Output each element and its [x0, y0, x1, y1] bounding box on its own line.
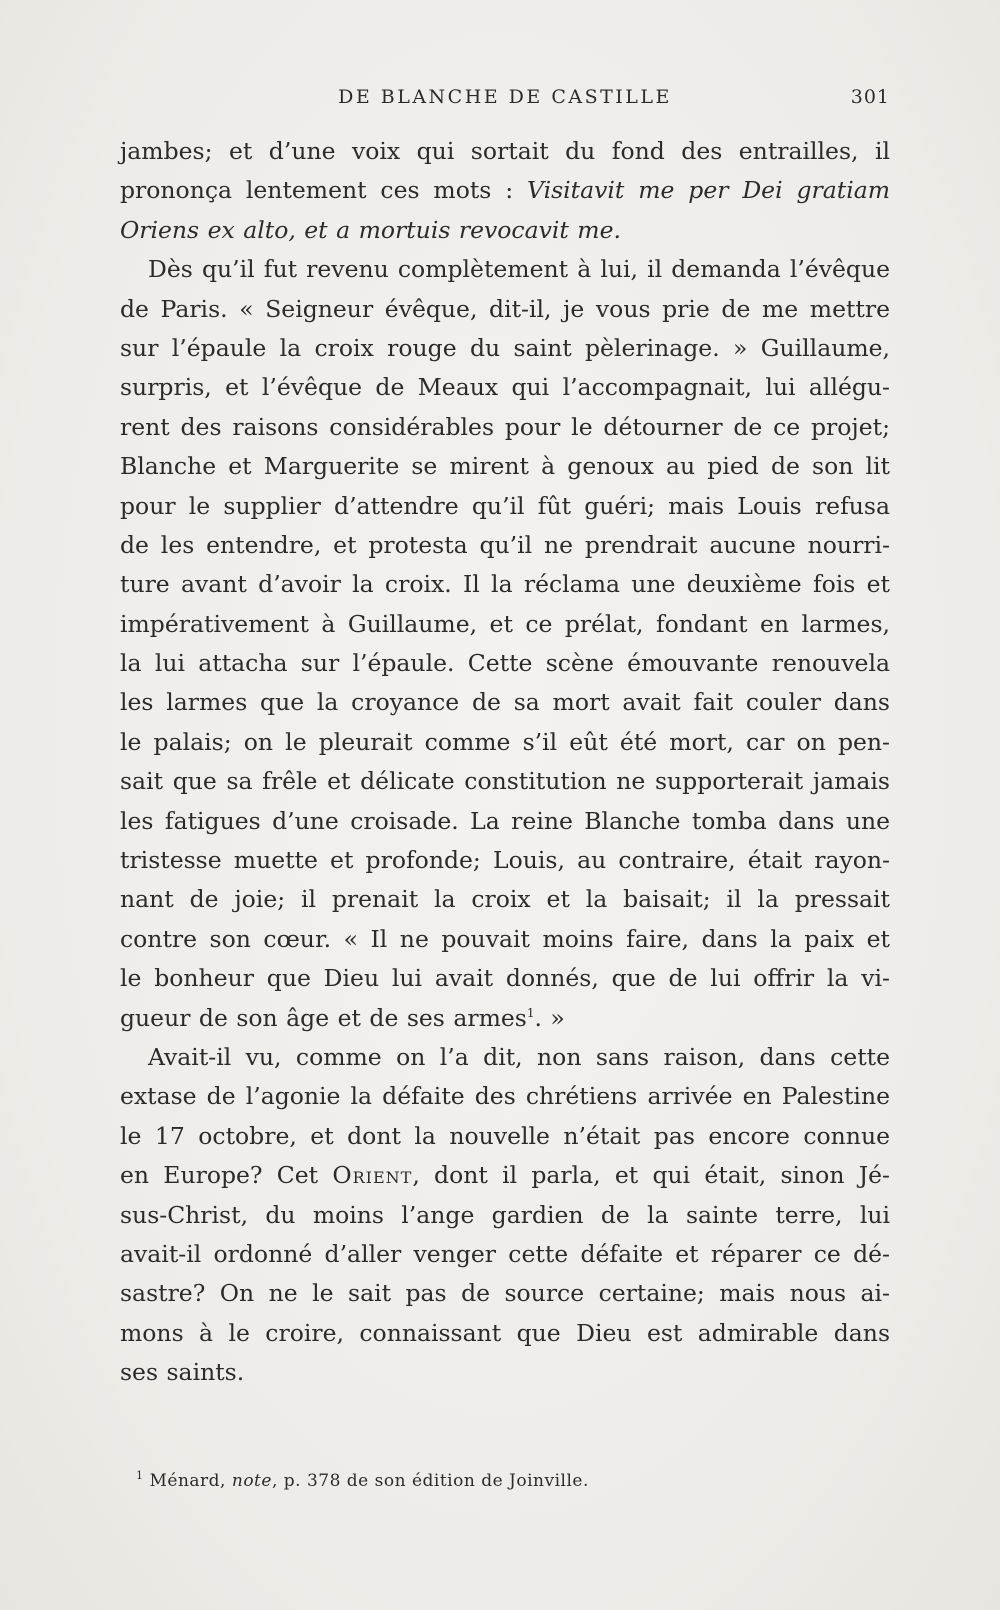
text-line: surpris, et l’évêque de Meaux qui l’accompagnait, lui allégu-	[120, 373, 890, 402]
text-line: le 17 octobre, et dont la nouvelle n’était pas encore connue	[120, 1121, 890, 1150]
text-line: tristesse muette et profonde; Louis, au contraire, était rayon-	[120, 846, 890, 875]
text-line: contre son cœur. « Il ne pouvait moins faire, dans la paix et	[120, 924, 890, 953]
text-line: de les entendre, et protesta qu’il ne prendrait aucune nourri-	[120, 530, 890, 559]
latin-quote-line: Oriens ex alto, et a mortuis revocavit me.	[120, 215, 621, 244]
text-line: avait-il ordonné d’aller venger cette défaite et réparer ce dé-	[120, 1239, 890, 1268]
text-line: sur l’épaule la croix rouge du saint pèlerinage. » Guillaume,	[120, 333, 890, 362]
text-line: ture avant d’avoir la croix. Il la réclama une deuxième fois et	[120, 570, 890, 599]
body-text	[120, 132, 890, 1393]
text-span: gueur de son âge et de ses armes	[120, 1003, 527, 1032]
text-line: les fatigues d’une croisade. La reine Blanche tomba dans une	[120, 806, 890, 835]
text-line: Blanche et Marguerite se mirent à genoux au pied de son lit	[120, 452, 890, 481]
paragraph-start-line: Dès qu’il fut revenu complètement à lui, il demanda l’évêque	[148, 255, 890, 284]
text-line	[120, 171, 890, 210]
text-line: la lui attacha sur l’épaule. Cette scène émouvante renouvela	[120, 649, 890, 678]
text-line: ses saints.	[120, 1358, 245, 1387]
text-line: sait que sa frêle et délicate constitution ne supporterait jamais	[120, 767, 890, 796]
running-header	[120, 86, 890, 116]
small-caps-word: Orient	[332, 1161, 413, 1190]
text-line	[120, 999, 890, 1038]
footnote-text: , p. 378 de son édition de Joinville.	[271, 1471, 589, 1491]
footnote-italic: note	[231, 1471, 272, 1491]
text-line: nant de joie; il prenait la croix et la baisait; il la pressait	[120, 885, 890, 914]
latin-quote: Visitavit me per Dei gratiam	[527, 176, 890, 205]
text-span: prononça lentement ces mots :	[120, 176, 528, 205]
text-line: extase de l’agonie la défaite des chrétiens arrivée en Palestine	[120, 1082, 890, 1111]
text-span: , dont il parla, et qui était, sinon Jé-	[412, 1161, 890, 1190]
text-line: le bonheur que Dieu lui avait donnés, que de lui offrir la vi-	[120, 964, 890, 993]
running-title: DE BLANCHE DE CASTILLE	[338, 86, 672, 108]
footnote-text: Ménard,	[149, 1471, 232, 1491]
text-line: impérativement à Guillaume, et ce prélat, fondant en larmes,	[120, 609, 890, 638]
paragraph-start-line: Avait-il vu, comme on l’a dit, non sans raison, dans cette	[148, 1042, 890, 1071]
text-line: sastre? On ne le sait pas de source certaine; mais nous ai-	[120, 1279, 890, 1308]
text-line: mons à le croire, connaissant que Dieu est admirable dans	[120, 1318, 890, 1347]
footnote	[136, 1471, 756, 1491]
text-line: pour le supplier d’attendre qu’il fût guéri; mais Louis refusa	[120, 491, 890, 520]
text-line: rent des raisons considérables pour le détourner de ce projet;	[120, 412, 890, 441]
text-line: sus-Christ, du moins l’ange gardien de la sainte terre, lui	[120, 1200, 890, 1229]
text-line: de Paris. « Seigneur évêque, dit-il, je vous prie de me mettre	[120, 294, 890, 323]
page-number: 301	[850, 86, 890, 108]
text-line	[120, 1156, 890, 1195]
footnote-reference: 1	[526, 1005, 535, 1020]
text-span: . »	[534, 1003, 565, 1032]
text-line: jambes; et d’une voix qui sortait du fond des entrailles, il	[120, 137, 890, 165]
text-line: le palais; on le pleurait comme s’il eût été mort, car on pen-	[120, 727, 890, 756]
text-line: les larmes que la croyance de sa mort avait fait couler dans	[120, 688, 890, 717]
footnote-mark: 1	[136, 1469, 144, 1483]
text-span: en Europe? Cet	[120, 1161, 333, 1190]
